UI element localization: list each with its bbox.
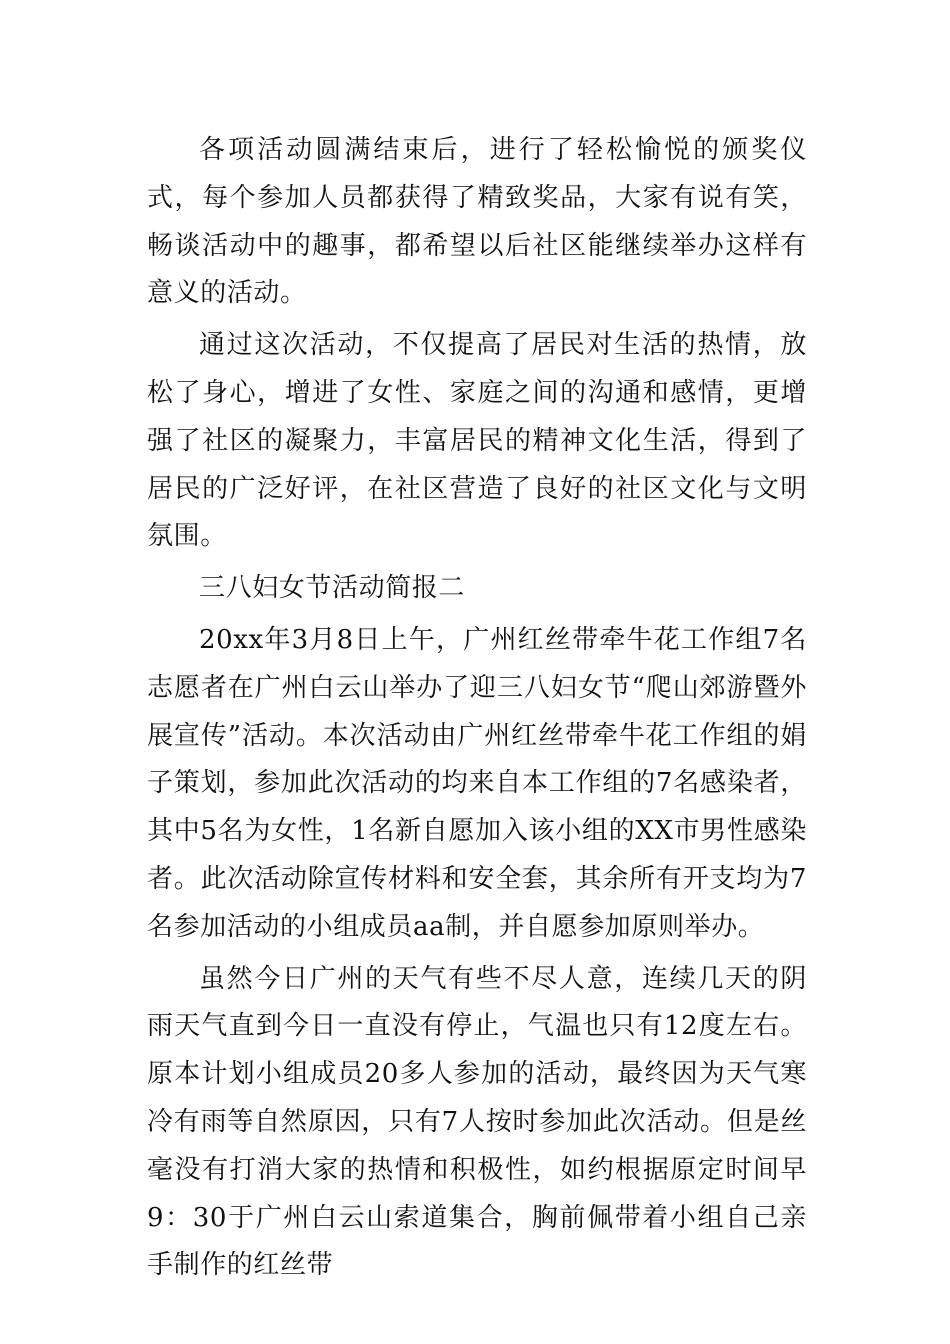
paragraph-weather: 虽然今日广州的天气有些不尽人意，连续几天的阴雨天气直到今日一直没有停止，气温也只有12度左右。原本计划小组成员20多人参加的活动，最终因为天气寒冷有雨等自然原因，只有7人按时参加此次活动。但是丝毫没有打消大家的热情和积极性，如约根据原定时间早9：30于广州白云山索道集合，胸前佩带着小组自己亲手制作的红丝带 [147, 963, 807, 1281]
paragraph-event-intro: 20xx年3月8日上午，广州红丝带牵牛花工作组7名志愿者在广州白云山举办了迎三八妇女节“爬山郊游暨外展宣传”活动。本次活动由广州红丝带牵牛花工作组的娟子策划，参加此次活动的均来自本工作组的7名感染者，其中5名为女性，1名新自愿加入该小组的XX市男性感染者。此次活动除宣传材料和安全套，其余所有开支均为7名参加活动的小组成员aa制，并自愿参加原则举办。 [147, 624, 807, 942]
document-body [147, 127, 807, 1294]
paragraph-award-ceremony: 各项活动圆满结束后，进行了轻松愉悦的颁奖仪式，每个参加人员都获得了精致奖品，大家有说有笑，畅谈活动中的趣事，都希望以后社区能继续举办这样有意义的活动。 [147, 135, 807, 309]
paragraph-activity-summary: 通过这次活动，不仅提高了居民对生活的热情，放松了身心，增进了女性、家庭之间的沟通和感情，更增强了社区的凝聚力，丰富居民的精神文化生活，得到了居民的广泛好评，在社区营造了良好的社区文化与文明氛围。 [147, 330, 807, 552]
section-heading: 三八妇女节活动简报二 [199, 573, 466, 604]
